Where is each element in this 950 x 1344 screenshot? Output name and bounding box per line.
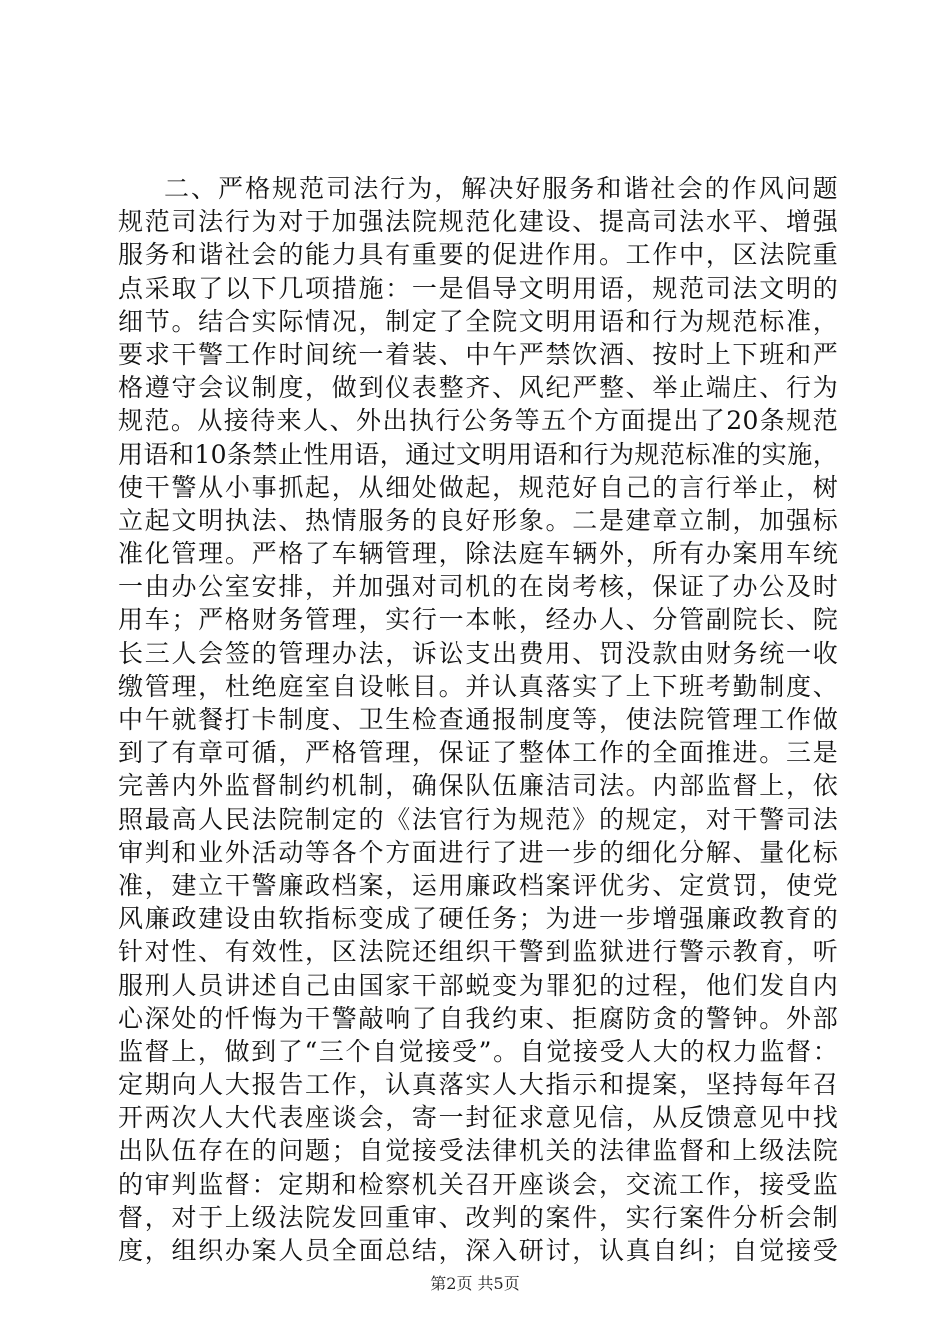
text-line: 用车；严格财务管理，实行一本帐，经办人、分管副院长、院 — [118, 605, 838, 635]
text-line: 缴管理，杜绝庭室自设帐目。并认真落实了上下班考勤制度、 — [118, 671, 838, 701]
text-line: 立起文明执法、热情服务的良好形象。二是建章立制，加强标 — [118, 505, 838, 535]
text-line: 完善内外监督制约机制，确保队伍廉洁司法。内部监督上，依 — [118, 771, 838, 801]
text-line: 二、严格规范司法行为，解决好服务和谐社会的作风问题 — [164, 174, 838, 203]
text-line: 的审判监督：定期和检察机关召开座谈会，交流工作，接受监 — [118, 1169, 838, 1199]
text-line: 出队伍存在的问题；自觉接受法律机关的法律监督和上级法院 — [118, 1136, 838, 1166]
page-number-footer: 第2页 共5页 — [430, 1274, 520, 1293]
text-line: 心深处的忏悔为干警敲响了自我约束、拒腐防贪的警钟。外部 — [118, 1003, 838, 1033]
text-line: 针对性、有效性，区法院还组织干警到监狱进行警示教育，听 — [118, 937, 838, 967]
text-line: 准，建立干警廉政档案，运用廉政档案评优劣、定赏罚，使党 — [118, 870, 838, 900]
text-line: 开两次人大代表座谈会，寄一封征求意见信，从反馈意见中找 — [118, 1103, 838, 1133]
text-line: 准化管理。严格了车辆管理，除法庭车辆外，所有办案用车统 — [118, 539, 838, 569]
text-line: 长三人会签的管理办法，诉讼支出费用、罚没款由财务统一收 — [118, 638, 838, 668]
text-line: 细节。结合实际情况，制定了全院文明用语和行为规范标准， — [118, 306, 838, 336]
text-line: 服务和谐社会的能力具有重要的促进作用。工作中，区法院重 — [118, 240, 838, 270]
text-line: 用语和10条禁止性用语，通过文明用语和行为规范标准的实施， — [118, 439, 838, 469]
body-paragraph — [118, 172, 838, 1267]
text-line: 中午就餐打卡制度、卫生检查通报制度等，使法院管理工作做 — [118, 705, 838, 734]
text-line: 要求干警工作时间统一着装、中午严禁饮酒、按时上下班和严 — [118, 339, 838, 369]
text-line: 风廉政建设由软指标变成了硬任务；为进一步增强廉政教育的 — [118, 904, 838, 934]
text-line: 规范司法行为对于加强法院规范化建设、提高司法水平、增强 — [118, 207, 838, 237]
text-line: 服刑人员讲述自己由国家干部蜕变为罪犯的过程，他们发自内 — [118, 970, 838, 1000]
text-line: 照最高人民法院制定的《法官行为规范》的规定，对干警司法 — [118, 804, 838, 834]
text-line: 一由办公室安排，并加强对司机的在岗考核，保证了办公及时 — [118, 572, 838, 602]
text-line: 定期向人大报告工作，认真落实人大指示和提案，坚持每年召 — [118, 1070, 838, 1100]
text-line: 规范。从接待来人、外出执行公务等五个方面提出了20条规范 — [118, 406, 838, 436]
text-line: 使干警从小事抓起，从细处做起，规范好自己的言行举止，树 — [118, 472, 838, 502]
text-line: 度，组织办案人员全面总结，深入研讨，认真自纠；自觉接受 — [118, 1236, 838, 1265]
text-line: 审判和业外活动等各个方面进行了进一步的细化分解、量化标 — [118, 837, 838, 867]
text-line: 点采取了以下几项措施：一是倡导文明用语，规范司法文明的 — [118, 273, 838, 303]
text-line: 到了有章可循，严格管理，保证了整体工作的全面推进。三是 — [118, 738, 838, 768]
text-line: 督，对于上级法院发回重审、改判的案件，实行案件分析会制 — [118, 1202, 838, 1232]
text-line: 监督上，做到了“三个自觉接受”。自觉接受人大的权力监督： — [118, 1036, 838, 1066]
text-line: 格遵守会议制度，做到仪表整齐、风纪严整、举止端庄、行为 — [118, 373, 838, 403]
